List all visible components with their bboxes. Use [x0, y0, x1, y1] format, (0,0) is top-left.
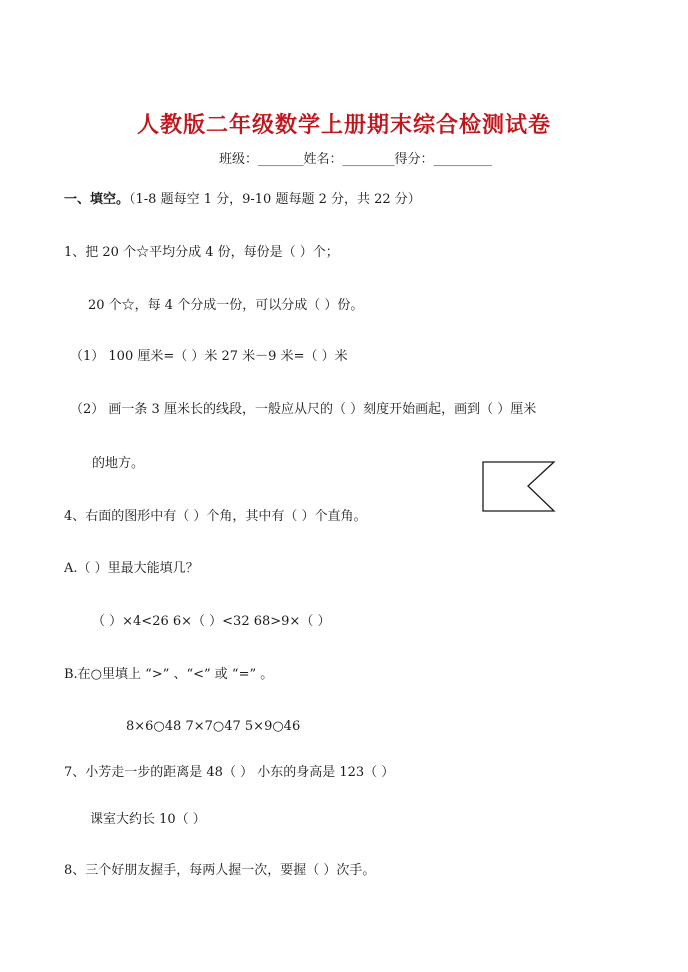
question-sub-1: （1） 100 厘米=（ ）米 27 米－9 米=（ ）米	[70, 349, 348, 364]
question-7-line-2: 课室大约长 10（ ）	[90, 812, 206, 827]
section-1-heading	[64, 192, 421, 208]
section-1-scoring-note: （1-8 题每空 1 分，9-10 题每题 2 分，共 22 分）	[129, 192, 421, 207]
flag-outline	[483, 462, 554, 511]
question-sub-2: （2） 画一条 3 厘米长的线段，一般应从尺的（ ）刻度开始画起，画到（ ）厘米	[70, 402, 537, 417]
page-title: 人教版二年级数学上册期末综合检测试卷	[136, 113, 551, 138]
question-7-line-1: 7、小芳走一步的距离是 48（ ） 小东的身高是 123（ ）	[64, 765, 395, 780]
question-4: 4、右面的图形中有（ ）个角，其中有（ ）个直角。	[64, 509, 367, 524]
question-b-items: 8×6○48 7×7○47 5×9○46	[126, 719, 301, 734]
question-1-line-2: 20 个☆，每 4 个分成一份，可以分成（ ）份。	[88, 298, 364, 313]
question-b-heading: B.在○里填上 “>” 、“<” 或 “=” 。	[64, 667, 274, 682]
question-1-line-1: 1、把 20 个☆平均分成 4 份，每份是（ ）个；	[64, 245, 339, 260]
question-8: 8、三个好朋友握手，每两人握一次，要握（ ）次手。	[64, 863, 376, 878]
question-a-heading: A.（ ）里最大能填几？	[64, 561, 199, 576]
section-1-title: 一、填空。	[64, 192, 130, 207]
question-sub-2-continued: 的地方。	[92, 456, 145, 471]
question-a-items: （ ）×4<26 6×（ ）<32 68>9×（ ）	[92, 614, 331, 629]
flag-shape-figure	[482, 461, 556, 513]
student-info-line: 班级：_______姓名：________得分：_________	[219, 152, 493, 167]
